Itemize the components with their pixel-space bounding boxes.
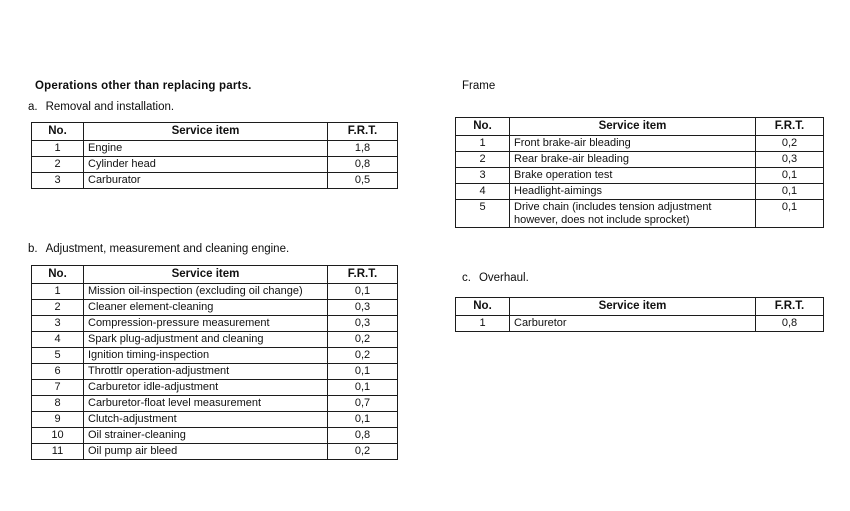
column-header: No. [32,123,84,141]
table-row [32,332,398,348]
row-number-cell: 2 [32,300,84,316]
service-item-cell: Ignition timing-inspection [84,348,328,364]
frt-value-cell: 0,1 [756,200,824,228]
column-header: Service item [510,298,756,316]
row-number-cell: 1 [456,136,510,152]
table-row [32,316,398,332]
service-item-cell: Clutch-adjustment [84,412,328,428]
service-item-cell: Mission oil-inspection (excluding oil change) [84,284,328,300]
row-number-cell: 3 [456,168,510,184]
table-row [32,396,398,412]
frt-value-cell: 0,2 [328,348,398,364]
service-item-cell: Throttlr operation-adjustment [84,364,328,380]
service-item-cell: Carburator [84,173,328,189]
frt-value-cell: 0,3 [328,316,398,332]
frame-heading: Frame [462,80,496,92]
service-item-cell: Oil strainer-cleaning [84,428,328,444]
frt-value-cell: 0,7 [328,396,398,412]
service-item-cell: Carburetor idle-adjustment [84,380,328,396]
operations-heading: Operations other than replacing parts. [35,80,252,92]
service-item-cell: Compression-pressure measurement [84,316,328,332]
section-b-heading [28,243,289,255]
frt-value-cell: 0,2 [756,136,824,152]
row-number-cell: 2 [456,152,510,168]
frt-value-cell: 0,1 [756,168,824,184]
column-header: Service item [510,118,756,136]
service-item-cell: Engine [84,141,328,157]
row-number-cell: 5 [456,200,510,228]
table-row [456,316,824,332]
row-number-cell: 1 [32,284,84,300]
table-row [32,284,398,300]
frt-value-cell: 0,8 [756,316,824,332]
table-row [32,444,398,460]
table-row [32,173,398,189]
frt-value-cell: 0,8 [328,428,398,444]
table-header-row [456,118,824,136]
column-header: F.R.T. [328,266,398,284]
column-header: Service item [84,123,328,141]
service-item-cell: Carburetor-float level measurement [84,396,328,412]
section-a-heading [28,101,174,113]
frt-value-cell: 0,1 [756,184,824,200]
row-number-cell: 3 [32,173,84,189]
removal-installation-table [31,122,398,189]
adjustment-measurement-table [31,265,398,460]
section-c-label: c. [462,272,471,284]
row-number-cell: 4 [456,184,510,200]
table-row [32,428,398,444]
row-number-cell: 1 [32,141,84,157]
frame-table [455,117,824,228]
service-item-cell: Rear brake-air bleading [510,152,756,168]
service-item-cell: Drive chain (includes tension adjustment however, does not include sprocket) [510,200,756,228]
section-b-title: Adjustment, measurement and cleaning engine. [45,243,290,255]
table-row [32,300,398,316]
section-a-label: a. [28,101,38,113]
frt-value-cell: 0,3 [328,300,398,316]
section-c-heading [462,272,529,284]
service-item-cell: Brake operation test [510,168,756,184]
table-row [32,348,398,364]
row-number-cell: 6 [32,364,84,380]
table-row [32,380,398,396]
service-item-cell: Oil pump air bleed [84,444,328,460]
table-row [456,136,824,152]
section-a-title: Removal and installation. [45,101,175,113]
table-row [32,141,398,157]
row-number-cell: 11 [32,444,84,460]
table-header-row [32,123,398,141]
frt-value-cell: 0,1 [328,412,398,428]
section-c-title: Overhaul. [478,272,529,284]
frt-value-cell: 0,1 [328,284,398,300]
table-row [456,184,824,200]
row-number-cell: 4 [32,332,84,348]
column-header: No. [32,266,84,284]
service-item-cell: Carburetor [510,316,756,332]
frt-value-cell: 0,1 [328,380,398,396]
column-header: No. [456,298,510,316]
table-row [456,152,824,168]
table-row [32,412,398,428]
row-number-cell: 8 [32,396,84,412]
row-number-cell: 3 [32,316,84,332]
service-item-cell: Headlight-aimings [510,184,756,200]
column-header: F.R.T. [756,298,824,316]
overhaul-table [455,297,824,332]
column-header: No. [456,118,510,136]
row-number-cell: 2 [32,157,84,173]
table-row [456,168,824,184]
frt-value-cell: 0,2 [328,444,398,460]
row-number-cell: 7 [32,380,84,396]
table-header-row [32,266,398,284]
row-number-cell: 5 [32,348,84,364]
frt-value-cell: 0,8 [328,157,398,173]
table-header-row [456,298,824,316]
row-number-cell: 1 [456,316,510,332]
row-number-cell: 10 [32,428,84,444]
service-item-cell: Cleaner element-cleaning [84,300,328,316]
frt-value-cell: 0,2 [328,332,398,348]
column-header: F.R.T. [328,123,398,141]
table-row [456,200,824,228]
frt-value-cell: 0,3 [756,152,824,168]
frt-value-cell: 1,8 [328,141,398,157]
column-header: Service item [84,266,328,284]
table-row [32,157,398,173]
frt-value-cell: 0,1 [328,364,398,380]
column-header: F.R.T. [756,118,824,136]
service-item-cell: Cylinder head [84,157,328,173]
section-b-label: b. [28,243,38,255]
service-item-cell: Spark plug-adjustment and cleaning [84,332,328,348]
service-item-cell: Front brake-air bleading [510,136,756,152]
frt-value-cell: 0,5 [328,173,398,189]
table-row [32,364,398,380]
row-number-cell: 9 [32,412,84,428]
